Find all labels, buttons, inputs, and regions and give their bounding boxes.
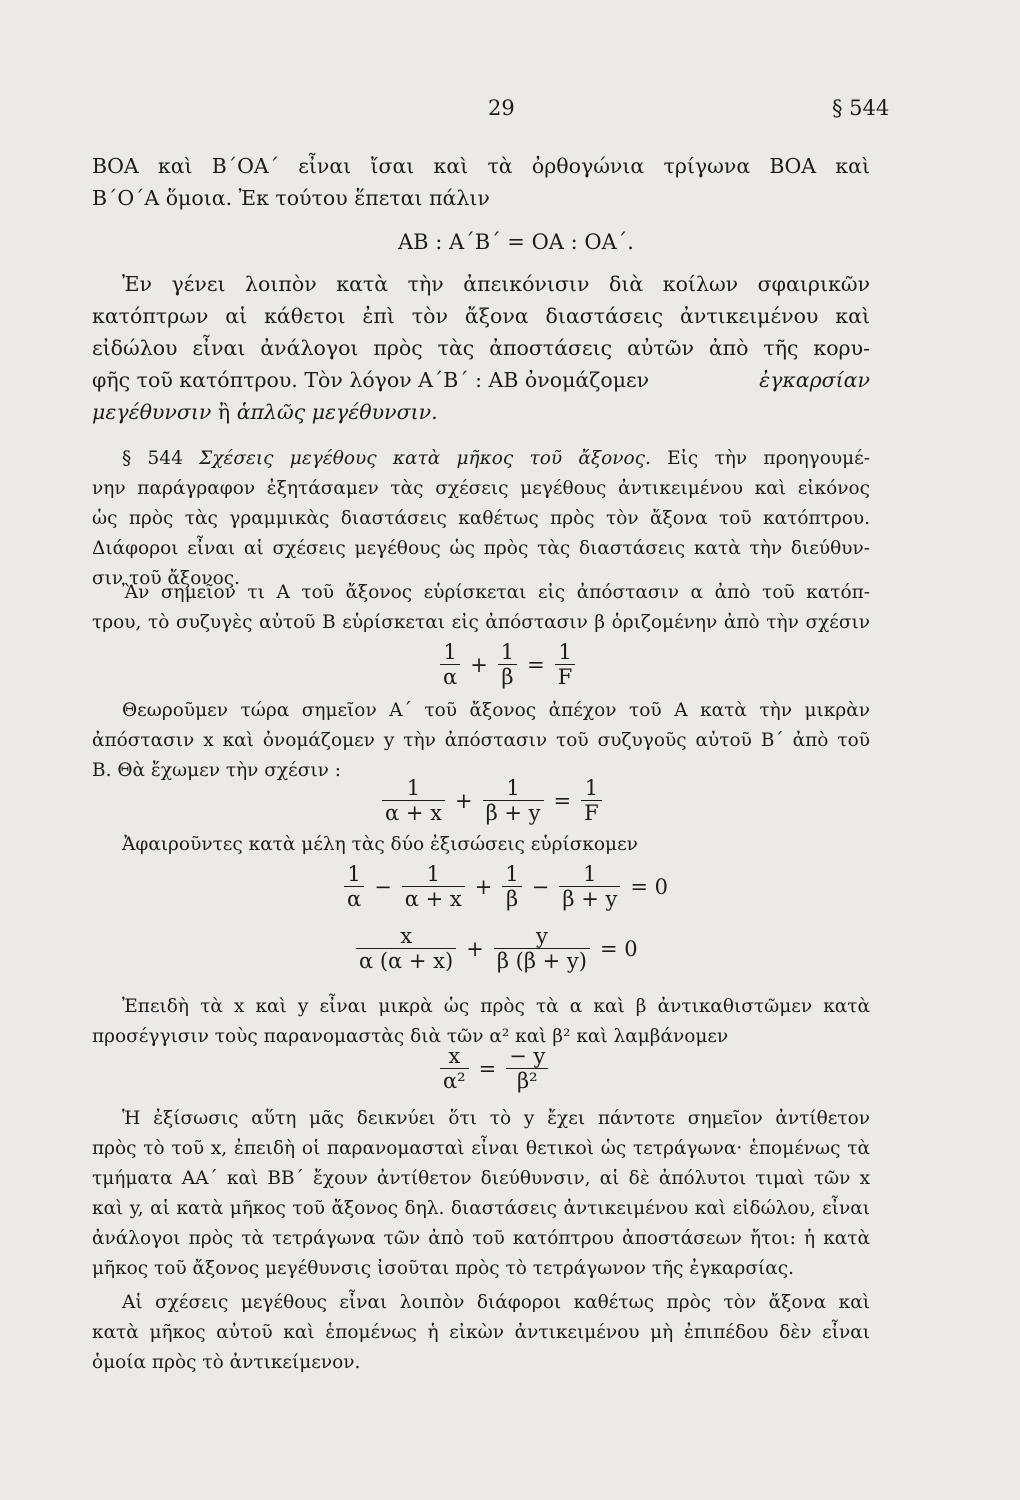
text-line: τμήματα ΑΑ΄ καὶ ΒΒ΄ ἔχουν ἀντίθετον διεύθυνσιν, αἱ δὲ ἀπόλυτοι τιμαὶ τῶν x [92, 1168, 870, 1189]
section-title: Σχέσεις μεγέθους κατὰ μῆκος τοῦ ἄξονος. [199, 448, 651, 469]
text-line: Θεωροῦμεν τώρα σημεῖον Α΄ τοῦ ἄξονος ἀπέχον τοῦ Α κατὰ τὴν μικρὰν [122, 700, 870, 721]
text-line: κατὰ μῆκος αὐτοῦ καὶ ἑπομένως ἡ εἰκὼν ἀντικειμένου μὴ ἐπιπέδου δὲν εἶναι [92, 1322, 870, 1343]
fraction: $\frac{1}{F}$ [581, 776, 602, 825]
fraction: $\frac{1}{\alpha}$ [344, 862, 364, 911]
paragraph-subtracting [92, 830, 870, 860]
page-number: 29 [488, 96, 515, 120]
text-line: μῆκος τοῦ ἄξονος μεγέθυνσις ἰσοῦται πρὸς τὸ τετράγωνον τῆς ἐγκαρσίας. [92, 1258, 794, 1279]
fraction: $\frac{1}{F}$ [555, 640, 576, 689]
text-line: Διάφοροι εἶναι αἱ σχέσεις μεγέθους ὡς πρὸς τὰς διαστάσεις κατὰ τὴν διεύθυν- [92, 538, 870, 559]
text-line: Ἀφαιροῦντες κατὰ μέλη τὰς δύο ἐξισώσεις εὑρίσκομεν [122, 834, 638, 855]
fraction: $\frac{x}{\text{α²}}$ [440, 1044, 469, 1093]
text-line [92, 364, 870, 396]
text-line: προσέγγισιν τοὺς παρανομαστὰς διὰ τῶν α² καὶ β² καὶ λαμβάνομεν [92, 1026, 729, 1047]
text-line: ὡς πρὸς τὰς γραμμικὰς διαστάσεις καθέτως πρὸς τὸν ἄξονα τοῦ κατόπτρου. [92, 508, 870, 529]
ratio-equation: ΑΒ : Α΄Β΄ = ΟΑ : ΟΑ΄. [398, 230, 634, 254]
shifted-mirror-equation: $\frac{1}{\alpha + x}$ + $\frac{1}{\beta + y}$ = $\frac{1}{F}$ [378, 776, 606, 825]
text-line: Ἂν σημεῖον τι Α τοῦ ἄξονος εὑρίσκεται εἰς ἀπόστασιν α ἀπὸ τοῦ κατόπ- [122, 582, 870, 603]
combined-equation: $\frac{x}{\alpha (\alpha + x)}$ + $\frac{y}{\beta (\beta + y)}$ = 0 [352, 924, 644, 973]
longitudinal-magnification-equation: $\frac{x}{\text{α²}}$ = $\frac{- y}{\text{β²}}$ [436, 1044, 552, 1093]
paragraph-final [92, 1288, 870, 1378]
difference-equation: $\frac{1}{\alpha}$ − $\frac{1}{\alpha + x}$ + $\frac{1}{\beta}$ − $\frac{1}{\beta + y}$ = 0 [340, 862, 674, 911]
paragraph-transverse-magnification [92, 268, 870, 428]
fraction: $\frac{y}{\beta (\beta + y)}$ [494, 924, 590, 973]
section-544 [92, 444, 870, 594]
text-line [92, 396, 870, 428]
term-magnification: μεγέθυνσιν [92, 400, 212, 424]
fraction: $\frac{1}{\alpha + x}$ [402, 862, 465, 911]
fraction: $\frac{1}{\alpha}$ [440, 640, 460, 689]
term-simple-magnification: ἁπλῶς μεγέθυνσιν. [236, 400, 438, 424]
text-line: Ἐπειδὴ τὰ x καὶ y εἶναι μικρὰ ὡς πρὸς τὰ α καὶ β ἀντικαθιστῶμεν κατὰ [122, 996, 870, 1017]
paragraph-conjugate-point [92, 578, 870, 638]
section-number: § 544 [122, 448, 183, 469]
section-heading-line [92, 444, 870, 474]
paragraph-similar-triangles [92, 150, 870, 214]
text-line: Β΄Ο΄Α ὅμοια. Ἐκ τούτου ἕπεται πάλιν [92, 186, 490, 210]
mirror-equation: $\frac{1}{\alpha}$ + $\frac{1}{\beta}$ = $\frac{1}{F}$ [436, 640, 579, 689]
text-line: εἰδώλου εἶναι ἀνάλογοι πρὸς τὰς ἀποστάσεις αὐτῶν ἀπὸ τῆς κορυ- [92, 336, 870, 360]
text-line: τρου, τὸ συζυγὲς αὐτοῦ Β εὑρίσκεται εἰς ἀπόστασιν β ὁριζομένην ἀπὸ τὴν σχέσιν [92, 612, 870, 633]
text-line: ἀνάλογοι πρὸς τὰ τετράγωνα τῶν ἀπὸ τοῦ κατόπτρου ἀποστάσεων ἤτοι: ἡ κατὰ [92, 1228, 870, 1249]
text-line: νην παράγραφον ἐξητάσαμεν τὰς σχέσεις μεγέθους ἀντικειμένου καὶ εἰκόνος [92, 478, 870, 499]
fraction: $\frac{x}{\alpha (\alpha + x)}$ [356, 924, 456, 973]
fraction: $\frac{1}{\beta + y}$ [559, 862, 620, 911]
fraction: $\frac{1}{\beta}$ [502, 862, 521, 911]
text-line: σιν τοῦ ἄξονος. [92, 568, 240, 589]
text-line: καὶ y, αἱ κατὰ μῆκος τοῦ ἄξονος δηλ. διαστάσεις ἀντικειμένου καὶ εἰδώλου, εἶναι [92, 1198, 870, 1219]
section-reference: § 544 [832, 96, 890, 120]
text-line: Β. Θὰ ἔχωμεν τὴν σχέσιν : [92, 760, 341, 781]
fraction: $\frac{1}{\beta + y}$ [483, 776, 544, 825]
text-segment: φῆς τοῦ κατόπτρου. Τὸν λόγον Α΄Β΄ : ΑΒ ὀνομάζομεν [92, 368, 650, 392]
paragraph-nearby-point [92, 696, 870, 786]
text-line: Ἡ ἐξίσωσις αὕτη μᾶς δεικνύει ὅτι τὸ y ἔχει πάντοτε σημεῖον ἀντίθετον [122, 1108, 870, 1129]
text-line: ΒΟΑ καὶ Β΄ΟΑ΄ εἶναι ἴσαι καὶ τὰ ὀρθογώνια τρίγωνα ΒΟΑ καὶ [92, 154, 870, 178]
text-line: Αἱ σχέσεις μεγέθους εἶναι λοιπὸν διάφοροι καθέτως πρὸς τὸν ἄξονα καὶ [122, 1292, 870, 1313]
text-segment: Εἰς τὴν προηγουμέ- [667, 448, 870, 469]
fraction: $\frac{1}{\alpha + x}$ [382, 776, 445, 825]
text-line: πρὸς τὸ τοῦ x, ἐπειδὴ οἱ παρανομασταὶ εἶναι θετικοὶ ὡς τετράγωνα· ἑπομένως τὰ [92, 1138, 870, 1159]
fraction: $\frac{- y}{\text{β²}}$ [506, 1044, 548, 1093]
paragraph-approximation [92, 992, 870, 1052]
term-transverse: ἐγκαρσίαν [759, 368, 870, 392]
page-header [0, 96, 1020, 126]
fraction: $\frac{1}{\beta}$ [498, 640, 517, 689]
text-segment: ἢ [217, 400, 231, 424]
text-line: Ἐν γένει λοιπὸν κατὰ τὴν ἀπεικόνισιν διὰ κοίλων σφαιρικῶν [122, 272, 870, 296]
text-line: ὁμοία πρὸς τὸ ἀντικείμενον. [92, 1352, 361, 1373]
text-line: κατόπτρων αἱ κάθετοι ἐπὶ τὸν ἄξονα διαστάσεις ἀντικειμένου καὶ [92, 304, 870, 328]
text-line: ἀπόστασιν x καὶ ὀνομάζομεν y τὴν ἀπόστασιν τοῦ συζυγοῦς αὐτοῦ Β΄ ἀπὸ τοῦ [92, 730, 870, 751]
paragraph-conclusion [92, 1104, 870, 1284]
